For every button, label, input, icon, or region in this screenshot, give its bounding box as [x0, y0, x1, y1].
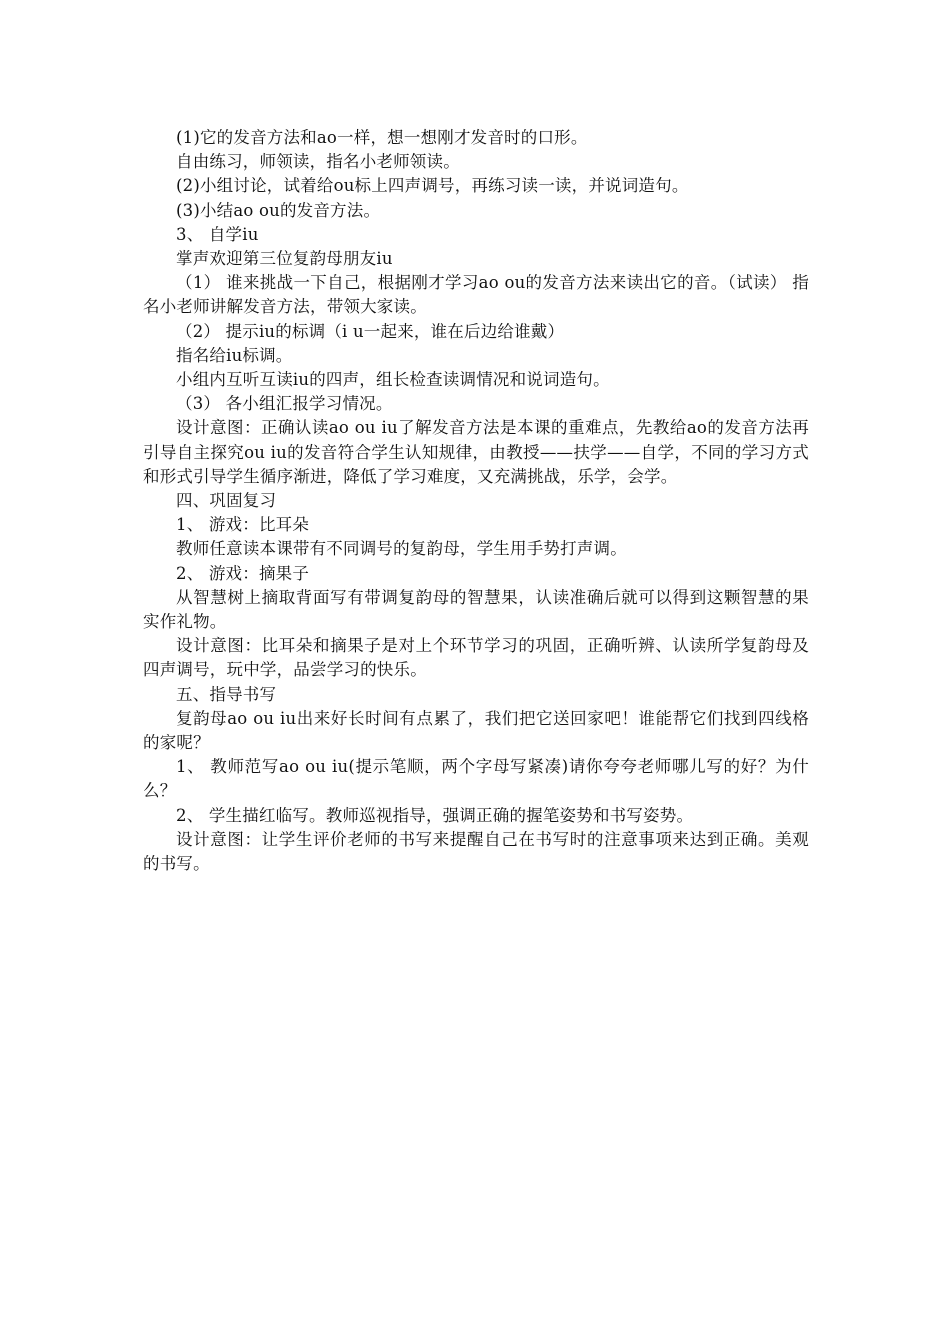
paragraph: 小组内互听互读iu的四声，组长检查读调情况和说词造句。 [176, 370, 610, 390]
section-heading: 四、巩固复习 [176, 491, 277, 511]
paragraph: 2、 学生描红临写。教师巡视指导，强调正确的握笔姿势和书写姿势。 [176, 805, 694, 825]
paragraph: （2） 提示iu的标调（i u一起来，谁在后边给谁戴） [176, 321, 565, 341]
section-heading: 五、指导书写 [176, 684, 277, 704]
paragraph: 掌声欢迎第三位复韵母朋友iu [176, 249, 393, 269]
design-intent-paragraph: 设计意图：正确认读ao ou iu了解发音方法是本课的重难点，先教给ao的发音方法再引导自主探究ou iu的发音符合学生认知规律，由教授——扶学——自学，不同的学习方式和形式引导学生循序渐进，降低了学习难度，又充满挑战，乐学，会学。 [143, 418, 809, 486]
step-heading: 1、 游戏：比耳朵 [176, 515, 310, 535]
paragraph: 复韵母ao ou iu出来好长时间有点累了，我们把它送回家吧！谁能帮它们找到四线格的家呢？ [143, 708, 809, 753]
design-intent-paragraph: 设计意图：比耳朵和摘果子是对上个环节学习的巩固，正确听辨、认读所学复韵母及四声调号，玩中学，品尝学习的快乐。 [143, 636, 809, 680]
paragraph: （3） 各小组汇报学习情况。 [176, 394, 393, 414]
document-body [143, 126, 809, 876]
step-heading: 2、 游戏：摘果子 [176, 563, 310, 583]
paragraph: (1)它的发音方法和ao一样，想一想刚才发音时的口形。 [176, 128, 588, 147]
design-intent-paragraph: 设计意图：让学生评价老师的书写来提醒自己在书写时的注意事项来达到正确。美观的书写。 [143, 829, 809, 874]
paragraph: 1、 教师范写ao ou iu(提示笔顺，两个字母写紧凑)请你夸夸老师哪儿写的好？为什么？ [143, 757, 809, 801]
paragraph: 从智慧树上摘取背面写有带调复韵母的智慧果，认读准确后就可以得到这颗智慧的果实作礼物。 [143, 587, 809, 632]
paragraph: 教师任意读本课带有不同调号的复韵母，学生用手势打声调。 [176, 539, 627, 559]
paragraph: 自由练习，师领读，指名小老师领读。 [176, 152, 460, 172]
paragraph: (3)小结ao ou的发音方法。 [176, 200, 381, 220]
step-heading: 3、 自学iu [176, 224, 259, 244]
paragraph: (2)小组讨论，试着给ou标上四声调号，再练习读一读，并说词造句。 [176, 176, 689, 196]
paragraph: （1） 谁来挑战一下自己，根据刚才学习ao ou的发音方法来读出它的音。（试读） 指名小老师讲解发音方法，带领大家读。 [143, 273, 809, 317]
paragraph: 指名给iu标调。 [176, 345, 293, 365]
